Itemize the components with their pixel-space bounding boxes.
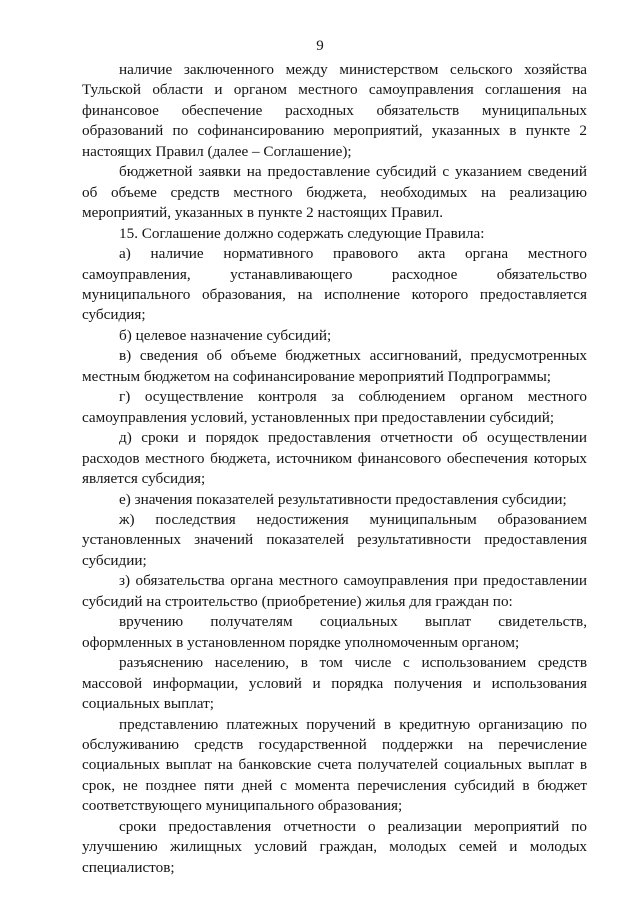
paragraph-item-z: з) обязательства органа местного самоуправления при предоставлении субсидий на строительство (приобретение) жилья для граждан по: xyxy=(82,572,587,610)
paragraph-explanation: разъяснению населению, в том числе с использованием средств массовой информации, условий и порядка получения и использования социальных выплат; xyxy=(82,654,587,713)
paragraph-payment-orders: представлению платежных поручений в кредитную организацию по обслуживанию средств государственной поддержки на перечисление социальных выплат на банковские счета получателей социальных выплат в срок, не позднее пяти дней с момента перечисления субсидий в бюджет соответствующего муниципального образования; xyxy=(82,715,587,815)
paragraph-item-a: а) наличие нормативного правового акта органа местного самоуправления, устанавливающего расходное обязательство муниципального образования, на исполнение которого предоставляется субсидия; xyxy=(82,245,587,324)
paragraph-item-zh: ж) последствия недостижения муниципальным образованием установленных значений показателей результативности предоставления субсидии; xyxy=(82,510,587,569)
paragraph-budget-request: бюджетной заявки на предоставление субсидий с указанием сведений об объеме средств местного бюджета, необходимых на реализацию мероприятий, указанных в пункте 2 настоящих Правил. xyxy=(82,163,587,222)
paragraph-agreement-condition: наличие заключенного между министерством сельского хозяйства Тульской области и органом местного самоуправления соглашения на финансовое обеспечение расходных обязательств муниципальных образований по софинансированию мероприятий, указанных в пункте 2 настоящих Правил (далее – Соглашение); xyxy=(82,61,587,160)
paragraph-item-v: в) сведения об объеме бюджетных ассигнований, предусмотренных местным бюджетом на софинансирование мероприятий Подпрограммы; xyxy=(82,347,587,385)
page-number: 9 xyxy=(316,38,324,54)
paragraph-item-g: г) осуществление контроля за соблюдением органом местного самоуправления условий, установленных при предоставлении субсидий; xyxy=(82,388,587,426)
paragraph-item-b: б) целевое назначение субсидий; xyxy=(119,326,332,344)
document-body xyxy=(82,60,587,878)
paragraph-item-e: е) значения показателей результативности предоставления субсидии; xyxy=(119,490,567,508)
paragraph-clause-15: 15. Соглашение должно содержать следующие Правила: xyxy=(119,224,485,242)
paragraph-reporting-deadlines: сроки предоставления отчетности о реализации мероприятий по улучшению жилищных условий граждан, молодых семей и молодых специалистов; xyxy=(82,817,587,876)
paragraph-item-d: д) сроки и порядок предоставления отчетности об осуществлении расходов местного бюджета, источником финансового обеспечения которых является субсидия; xyxy=(82,429,587,488)
paragraph-certificates: вручению получателям социальных выплат свидетельств, оформленных в установленном порядке уполномоченным органом; xyxy=(82,613,587,651)
